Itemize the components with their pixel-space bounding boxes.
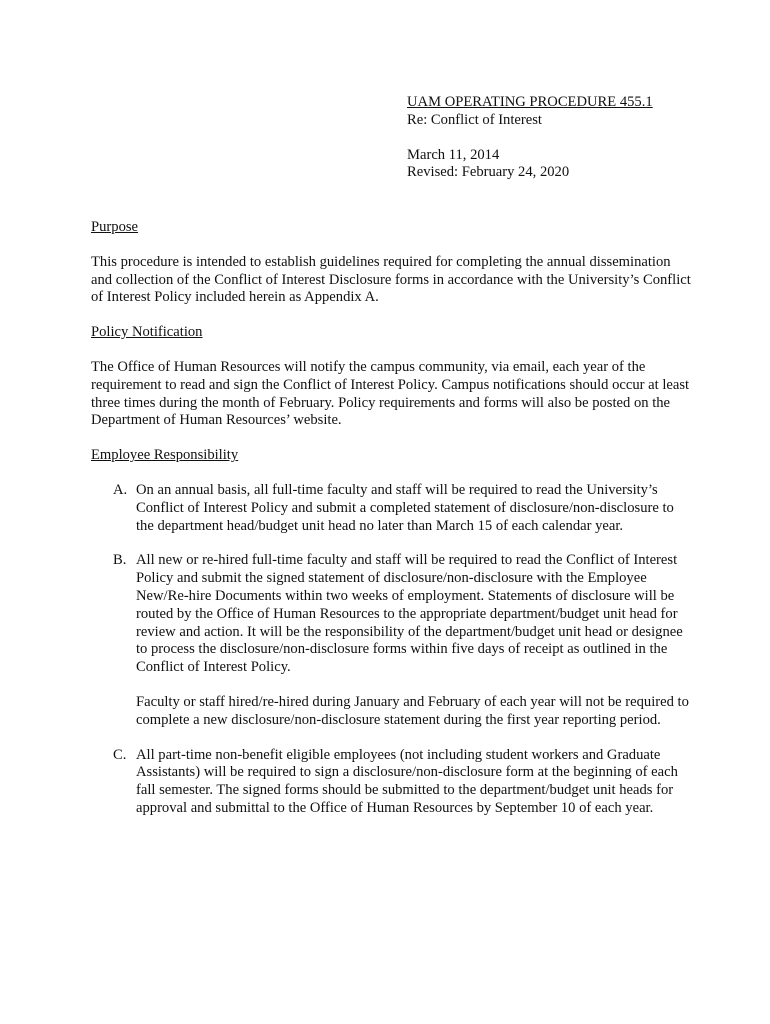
procedure-revised-date: Revised: February 24, 2020 — [407, 164, 570, 181]
policy-notification-paragraph: The Office of Human Resources will notify the campus community, via email, each year of the requirement to read and sign the Conflict of Interest Policy. Campus notifications should occur at least three times during the month of February. Policy requirements and forms will also be posted on the Department of Human Resources’ website. — [91, 358, 690, 429]
list-item-a-label: A. — [113, 481, 128, 498]
procedure-subject: Re: Conflict of Interest — [407, 111, 542, 128]
purpose-heading: Purpose — [91, 219, 139, 235]
employee-responsibility-heading: Employee Responsibility — [91, 447, 239, 464]
list-item-b — [91, 552, 691, 677]
list-item-a — [91, 482, 691, 535]
list-item-c-label: C. — [113, 746, 127, 763]
list-item-a-text: On an annual basis, all full-time faculty and staff will be required to read the University’s Conflict of Interest Policy and submit a completed statement of disclosure/non-disclosure to the department head/budget unit head no later than March 15 of each calendar year. — [136, 481, 674, 534]
document-header — [407, 94, 747, 182]
procedure-date: March 11, 2014 — [407, 146, 500, 163]
document-body — [91, 219, 691, 835]
list-item-c-text: All part-time non-benefit eligible employees (not including student workers and Graduate Assistants) will be required to sign a disclosure/non-disclosure form at the beginning of each fall semester. The signed forms should be submitted to the department/budget unit heads for approval and submittal to the Office of Human Resources by September 10 of each year. — [136, 746, 678, 816]
list-item-c — [91, 747, 691, 818]
header-spacer — [407, 130, 747, 147]
policy-notification-heading: Policy Notification — [91, 324, 203, 341]
list-item-b-note: Faculty or staff hired/re-hired during January and February of each year will not be required to complete a new disclosure/non-disclosure statement during the first year reporting period. — [136, 693, 689, 728]
procedure-title: UAM OPERATING PROCEDURE 455.1 — [407, 94, 653, 110]
list-item-b-label: B. — [113, 552, 127, 569]
purpose-paragraph: This procedure is intended to establish guidelines required for completing the annual dissemination and collection of the Conflict of Interest Disclosure forms in accordance with the University’s Conflict of Interest Policy included herein as Appendix A. — [91, 253, 691, 306]
list-item-b-text: All new or re-hired full-time faculty and staff will be required to read the Conflict of Interest Policy and submit the signed statement of disclosure/non-disclosure with the Employee New/Re-hire Documents within two weeks of employment. Statements of disclosure will be routed by the Office of Human Resources to the appropriate department/budget unit head for review and action. It will be the responsibility of the department/budget unit head or designee to process the disclosure/non-disclosure forms within five days of receipt as outlined in the Conflict of Interest Policy. — [136, 552, 683, 676]
